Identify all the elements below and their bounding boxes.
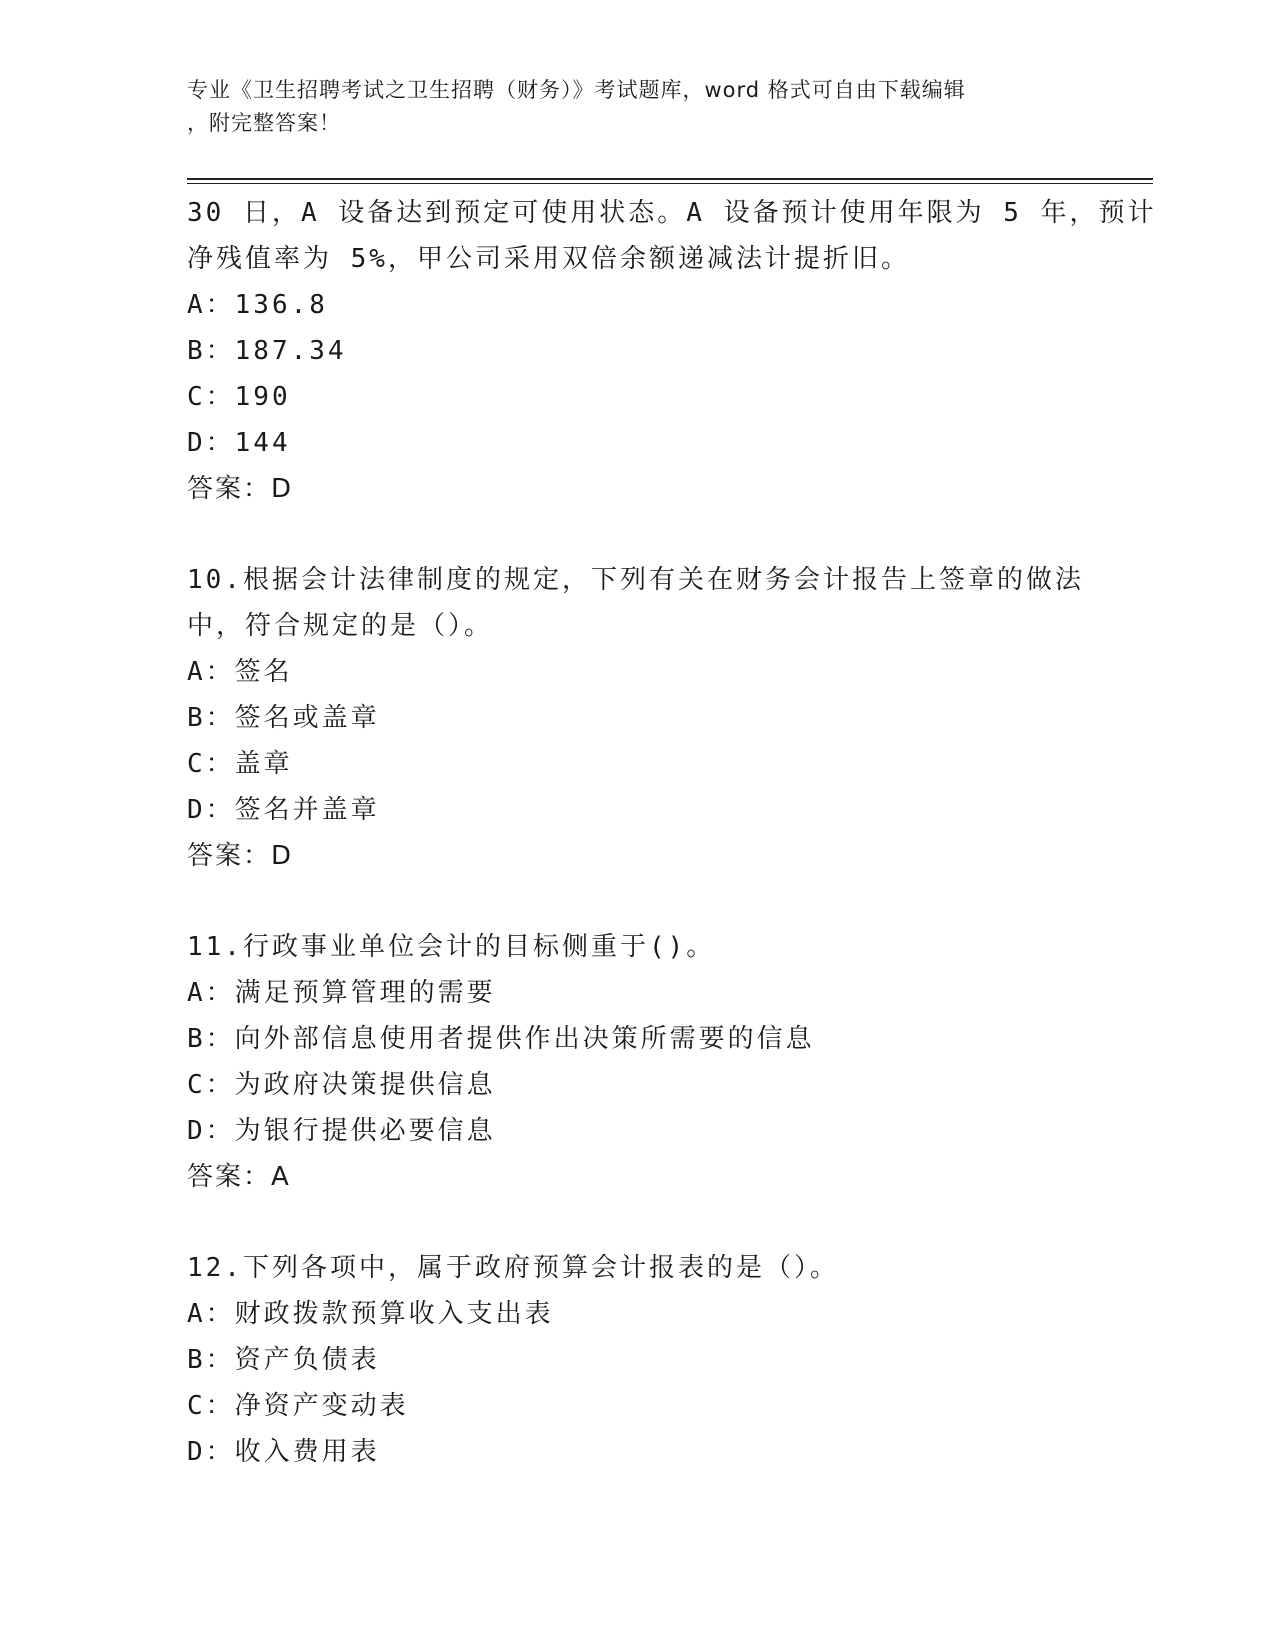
question-12 <box>187 1245 1087 1475</box>
question-list <box>187 190 1157 1475</box>
answer: 答案：A <box>187 1162 291 1192</box>
question-text: 30 日，A 设备达到预定可使用状态。A 设备预计使用年限为 5 年，预计 <box>187 198 1157 228</box>
question-text: 11.行政事业单位会计的目标侧重于()。 <box>187 932 716 962</box>
option-c: C：为政府决策提供信息 <box>187 1070 496 1100</box>
option-d: D：签名并盖章 <box>187 795 380 825</box>
question-10 <box>187 557 1087 879</box>
option-a: A：满足预算管理的需要 <box>187 978 496 1008</box>
header-divider-thin <box>187 183 1153 184</box>
option-d: D：为银行提供必要信息 <box>187 1116 496 1146</box>
spacer <box>187 1200 1087 1245</box>
option-b: B：资产负债表 <box>187 1345 380 1375</box>
option-d: D：收入费用表 <box>187 1437 380 1467</box>
option-d: D：144 <box>187 428 291 458</box>
answer: 答案：D <box>187 474 294 504</box>
question-text: 10.根据会计法律制度的规定，下列有关在财务会计报告上签章的做法 <box>187 565 1084 595</box>
header-divider-thick <box>187 178 1153 180</box>
spacer <box>187 879 1087 924</box>
question-text: 中，符合规定的是（）。 <box>187 611 494 641</box>
option-a: A：财政拨款预算收入支出表 <box>187 1299 554 1329</box>
option-c: C：190 <box>187 382 291 412</box>
document-header <box>187 74 1067 140</box>
header-line-2: ，附完整答案！ <box>187 111 341 135</box>
option-b: B：向外部信息使用者提供作出决策所需要的信息 <box>187 1024 815 1054</box>
question-text: 12.下列各项中，属于政府预算会计报表的是（）。 <box>187 1253 839 1283</box>
answer: 答案：D <box>187 841 294 871</box>
option-c: C：净资产变动表 <box>187 1391 409 1421</box>
question-9 <box>187 190 1157 512</box>
question-text: 净残值率为 5%，甲公司采用双倍余额递减法计提折旧。 <box>187 244 910 274</box>
option-b: B：187.34 <box>187 336 347 366</box>
option-a: A：签名 <box>187 657 293 687</box>
option-c: C：盖章 <box>187 749 293 779</box>
header-line-1: 专业《卫生招聘考试之卫生招聘（财务）》考试题库，word 格式可自由下载编辑 <box>187 78 966 102</box>
question-11 <box>187 924 1087 1200</box>
option-a: A：136.8 <box>187 290 328 320</box>
spacer <box>187 512 1087 557</box>
option-b: B：签名或盖章 <box>187 703 380 733</box>
